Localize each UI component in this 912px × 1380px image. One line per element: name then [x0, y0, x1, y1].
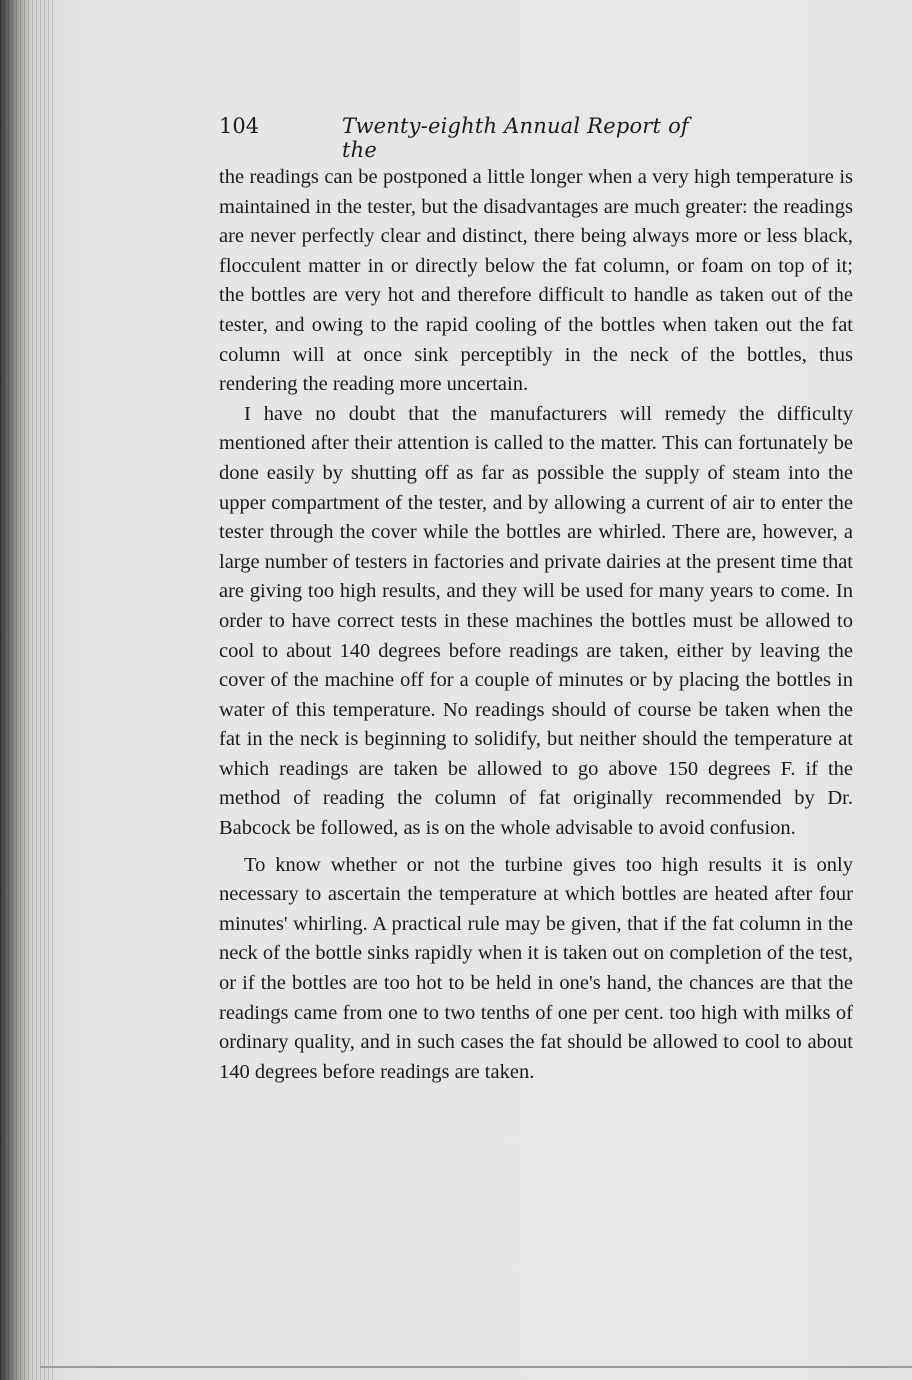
running-title: Twenty-eighth Annual Report of the [342, 114, 689, 162]
running-header [219, 114, 719, 162]
book-spine-edge [0, 0, 56, 1380]
paragraph: To know whether or not the turbine gives too high results it is only necessary to ascertain the temperature at which bottles are heated after four minutes' whirling. A practical rule may be given, that if the fat column in the neck of the bottle sinks rapidly when it is taken out on completion of the test, or if the bottles are too hot to be held in one's hand, the chances are that the readings came from one to two tenths of one per cent. too high with milks of ordinary quality, and in such cases the fat should be allowed to cool to about 140 degrees before readings are taken. [219, 853, 853, 1083]
page-bottom-edge [40, 1366, 912, 1368]
paragraph: I have no doubt that the manufacturers will remedy the difficulty mentioned after their attention is called to the matter. This can fortunately be done easily by shutting off as far as possible the supply of steam into the upper compartment of the tester, and by allowing a current of air to enter the tester through the cover while the bottles are whirled. There are, however, a large number of testers in factories and private dairies at the present time that are giving too high results, and they will be used for many years to come. In order to have correct tests in these machines the bottles must be allowed to cool to about 140 degrees before readings are taken, either by leaving the cover of the machine off for a couple of minutes or by placing the bottles in water of this temperature. No readings should of course be taken when the fat in the neck is beginning to solidify, but neither should the temperature at which readings are taken be allowed to go above 150 degrees F. if the method of reading the column of fat originally recommended by Dr. Babcock be followed, as is on the whole advisable to avoid confusion. [219, 402, 853, 840]
paragraph-continued: the readings can be postponed a little longer when a very high temperature is maintained in the tester, but the disadvantages are much greater: the readings are never perfectly clear and distinct, there being always more or less black, flocculent matter in or directly below the fat column, or foam on top of it; the bottles are very hot and therefore difficult to handle as taken out of the tester, and owing to the rapid cooling of the bottles when taken out the fat column will at once sink perceptibly in the neck of the bottles, thus rendering the reading more uncertain. [219, 166, 853, 396]
page-number: 104 [219, 114, 260, 138]
body-text [219, 163, 853, 1087]
